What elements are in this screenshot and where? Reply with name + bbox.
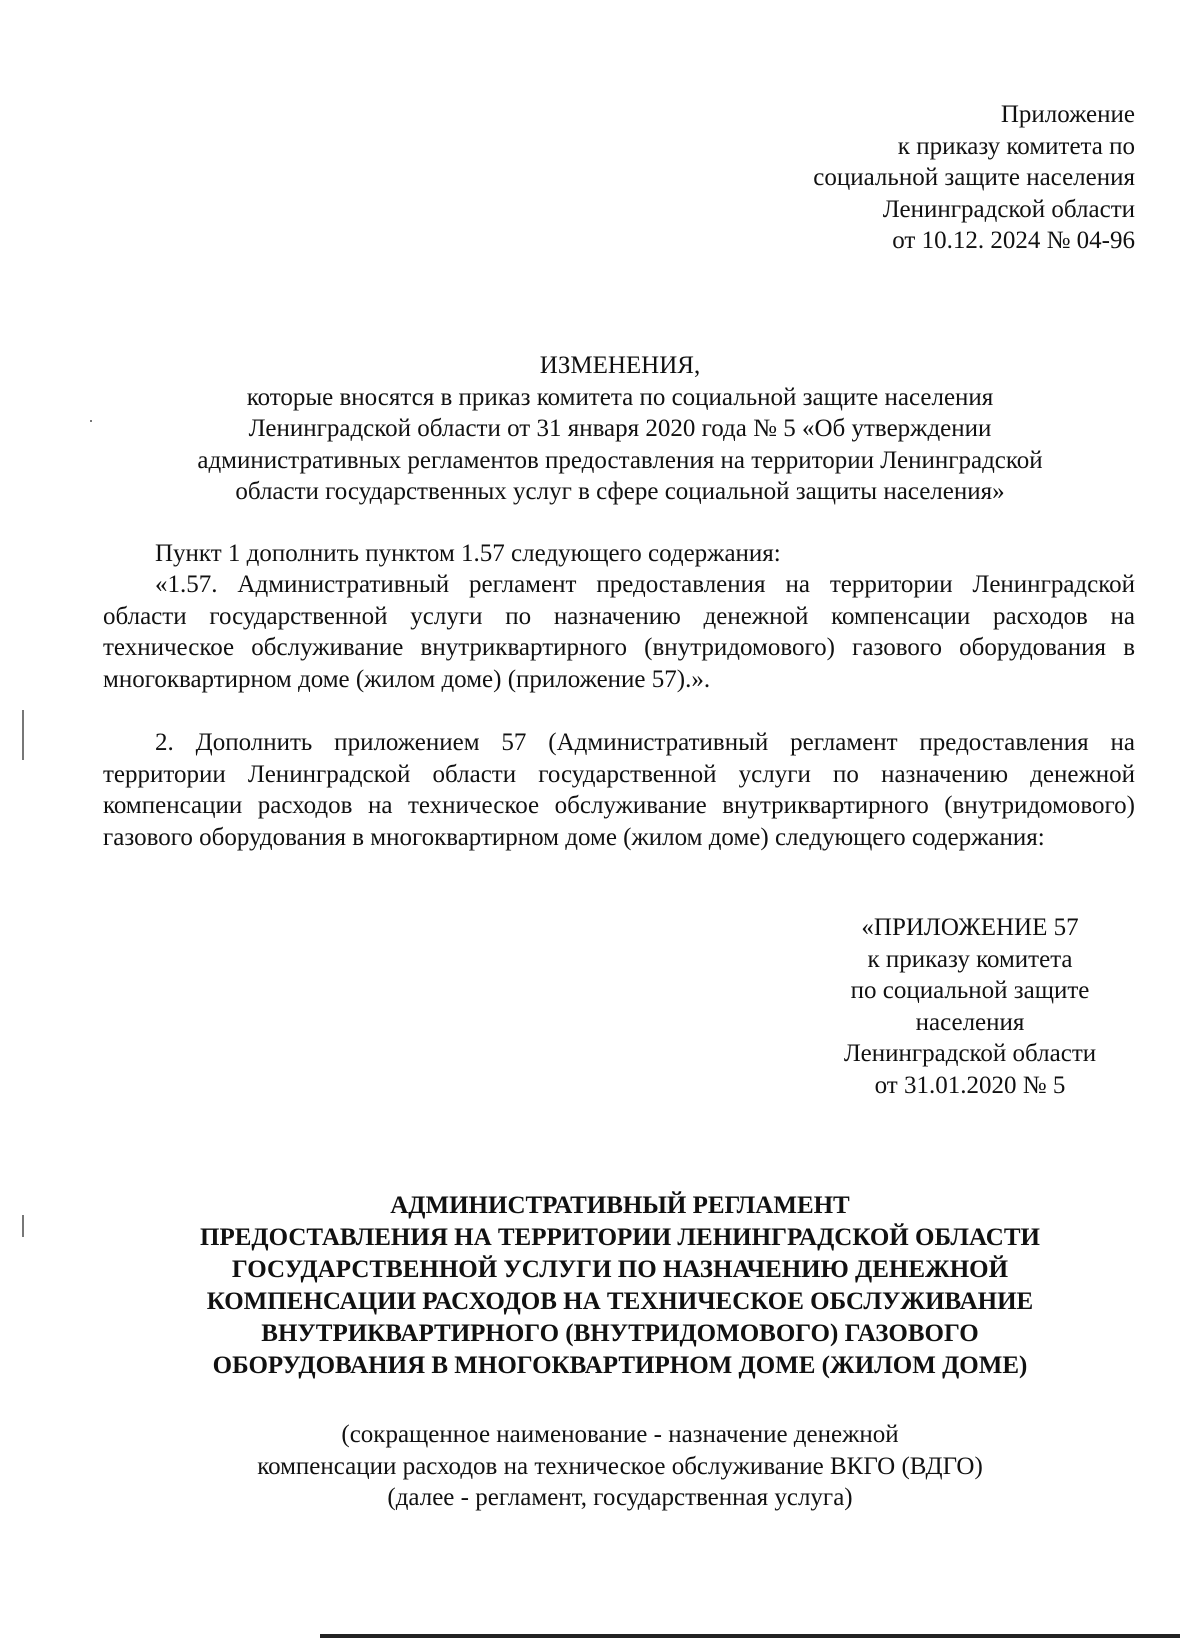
header-appendix-line: от 10.12. 2024 № 04-96 [892,227,1135,254]
body-paragraph-2: «1.57. Административный регламент предоставления на территории Ленинградской области государственной услуги по назначению денежной компенсации расходов на техническое обслуживание внутриквартирного (внутридомового) газового оборудования в многоквартирном доме (жилом доме) (приложение 57).». [103,571,1135,693]
appendix-57-line: от 31.01.2020 № 5 [874,1071,1066,1099]
changes-title-main: ИЗМЕНЕНИЯ, [539,352,701,379]
changes-title-line: которые вносятся в приказ комитета по социальной защите населения [246,383,994,411]
appendix-57-header [800,912,1140,1101]
regulation-title-line: КОМПЕНСАЦИИ РАСХОДОВ НА ТЕХНИЧЕСКОЕ ОБСЛУЖИВАНИЕ [206,1288,1034,1315]
regulation-title-line: ГОСУДАРСТВЕННОЙ УСЛУГИ ПО НАЗНАЧЕНИЮ ДЕНЕЖНОЙ [231,1256,1009,1283]
changes-title-line: Ленинградской области от 31 января 2020 года № 5 «Об утверждении [248,415,992,442]
scan-speck [90,420,92,422]
short-name [100,1419,1140,1514]
regulation-title-line: ПРЕДОСТАВЛЕНИЯ НА ТЕРРИТОРИИ ЛЕНИНГРАДСКОЙ ОБЛАСТИ [200,1224,1040,1251]
body-paragraph-1: Пункт 1 дополнить пунктом 1.57 следующего содержания: [155,540,781,567]
short-name-line: компенсации расходов на техническое обслуживание ВКГО (ВДГО) [257,1452,983,1480]
body-paragraph-3: 2. Дополнить приложением 57 (Административный регламент предоставления на территории Ленинградской области государственной услуги по назначению денежной компенсации расходов на техническое обслуживание внутриквартирного (внутридомового) газового оборудования в многоквартирном доме (жилом доме) следующего содержания: [103,729,1135,851]
appendix-57-line: населения [915,1008,1025,1036]
regulation-title-line: ОБОРУДОВАНИЯ В МНОГОКВАРТИРНОМ ДОМЕ (ЖИЛОМ ДОМЕ) [212,1352,1028,1379]
changes-title-line: административных регламентов предоставления на территории Ленинградской [197,446,1043,474]
changes-title [100,350,1140,508]
scan-margin-mark [22,1215,24,1237]
scan-bottom-edge [320,1634,1180,1638]
short-name-line: (далее - регламент, государственная услуга) [387,1484,853,1511]
appendix-57-line: Ленинградской области [843,1040,1097,1067]
scan-margin-mark [22,710,24,760]
regulation-title-line: ВНУТРИКВАРТИРНОГО (ВНУТРИДОМОВОГО) ГАЗОВОГО [261,1320,979,1347]
header-appendix [635,99,1135,257]
header-appendix-line: Ленинградской области [882,195,1135,223]
regulation-title-line: АДМИНИСТРАТИВНЫЙ РЕГЛАМЕНТ [390,1192,850,1219]
appendix-57-line: «ПРИЛОЖЕНИЕ 57 [861,914,1079,941]
regulation-title [100,1190,1140,1382]
changes-title-line: области государственных услуг в сфере социальной защиты населения» [235,478,1005,505]
appendix-57-line: по социальной защите [850,977,1090,1004]
short-name-line: (сокращенное наименование - назначение денежной [341,1421,899,1448]
appendix-57-line: к приказу комитета [867,945,1073,973]
header-appendix-line: социальной защите населения [813,164,1135,191]
header-appendix-line: Приложение [1000,101,1135,128]
header-appendix-line: к приказу комитета по [897,132,1135,160]
